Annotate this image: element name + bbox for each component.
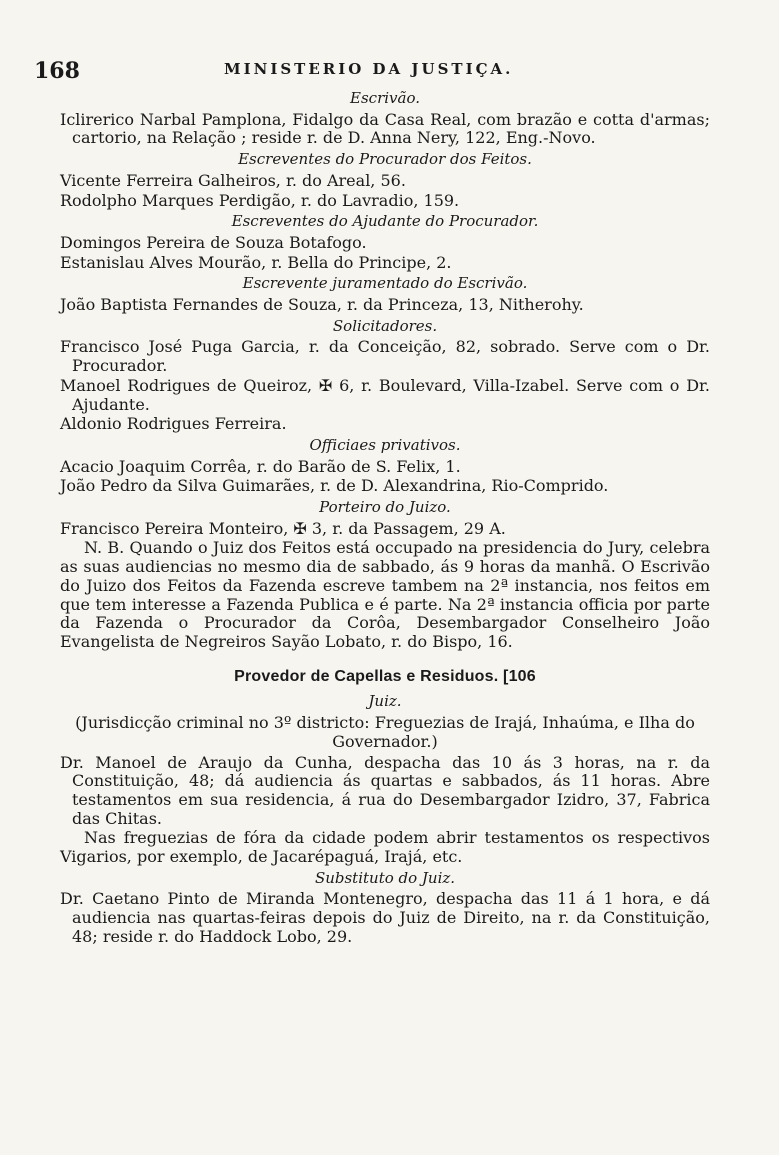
list-item: Francisco José Puga Garcia, r. da Conceição, 82, sobrado. Serve com o Dr. Procurador.: [60, 337, 710, 376]
list-item: Rodolpho Marques Perdigão, r. do Lavradio, 159.: [60, 190, 460, 210]
section-heading-escreventes-procurador: Escreventes do Procurador dos Feitos.: [238, 150, 532, 169]
section-heading-officiaes: Officiaes privativos.: [309, 435, 461, 454]
list-item: Domingos Pereira de Souza Botafogo.: [60, 232, 367, 252]
section-heading-juiz: Juiz.: [368, 692, 402, 711]
nota-bene: N. B. Quando o Juiz dos Feitos está occupado na presidencia do Jury, celebra as suas audiencias no mesmo dia de sabbado, ás 9 horas da manhã. O Escrivão do Juizo dos Feitos da Fazenda escreve tambem na 2ª instancia, nos feitos em que tem interesse a Fazenda Publica e é parte. Na 2ª instancia officia por parte da Fazenda o Procurador da Corôa, Desembargador Conselheiro João Evangelista de Negreiros Sayão Lobato, r. do Bispo, 16.: [60, 538, 710, 651]
section-heading-escrivao: Escrivão.: [350, 89, 420, 107]
page-body: [60, 87, 710, 948]
freguezias-note: Nas freguezias de fóra da cidade podem abrir testamentos os respectivos Vigarios, por exemplo, de Jacarépaguá, Irajá, etc.: [60, 828, 710, 867]
list-item: Vicente Ferreira Galheiros, r. do Areal, 56.: [60, 170, 406, 190]
entry-porteiro: Francisco Pereira Monteiro, ✠ 3, r. da Passagem, 29 A.: [60, 518, 506, 538]
entry-escrivao: Iclirerico Narbal Pamplona, Fidalgo da Casa Real, com brazão e cotta d'armas; cartorio, na Relação ; reside r. de D. Anna Nery, 122, Eng.-Novo.: [60, 109, 710, 148]
section-heading-solicitadores: Solicitadores.: [332, 316, 438, 335]
spacer: [60, 654, 710, 660]
page-header: [34, 58, 724, 84]
jurisdiccao-note: (Jurisdicção criminal no 3º districto: Freguezias de Irajá, Inhaúma, e Ilha do Governador.): [75, 713, 695, 751]
entry-juiz: Dr. Manoel de Araujo da Cunha, despacha das 10 ás 3 horas, na r. da Constituição, 48; dá audiencia ás quartas e sabbados, ás 11 horas. Abre testamentos em sua residencia, á rua do Desembargador Izidro, 37, Fabrica das Chitas.: [60, 752, 710, 828]
section-heading-substituto: Substituto do Juiz.: [314, 868, 456, 887]
list-item: Estanislau Alves Mourão, r. Bella do Principe, 2.: [60, 252, 452, 272]
page-number: 168: [34, 58, 80, 84]
entry-juramentado: João Baptista Fernandes de Souza, r. da Princeza, 13, Nitherohy.: [60, 295, 584, 315]
section-heading-juramentado: Escrevente juramentado do Escrivão.: [242, 274, 528, 293]
list-item: Aldonio Rodrigues Ferreira.: [60, 414, 287, 434]
entry-substituto: Dr. Caetano Pinto de Miranda Montenegro, despacha das 11 á 1 hora, e dá audiencia nas quartas-feiras depois do Juiz de Direito, na r. da Constituição, 48; reside r. do Haddock Lobo, 29.: [60, 889, 710, 946]
section-title-provedor: Provedor de Capellas e Residuos. [106: [234, 667, 536, 685]
running-title: MINISTERIO DA JUSTIÇA.: [224, 60, 514, 78]
section-heading-escreventes-ajudante: Escreventes do Ajudante do Procurador.: [231, 212, 539, 231]
list-item: Manoel Rodrigues de Queiroz, ✠ 6, r. Boulevard, Villa-Izabel. Serve com o Dr. Ajudante.: [60, 375, 710, 414]
list-item: Acacio Joaquim Corrêa, r. do Barão de S. Felix, 1.: [60, 456, 461, 476]
list-item: João Pedro da Silva Guimarães, r. de D. Alexandrina, Rio-Comprido.: [60, 476, 609, 496]
section-heading-porteiro: Porteiro do Juizo.: [319, 498, 451, 517]
